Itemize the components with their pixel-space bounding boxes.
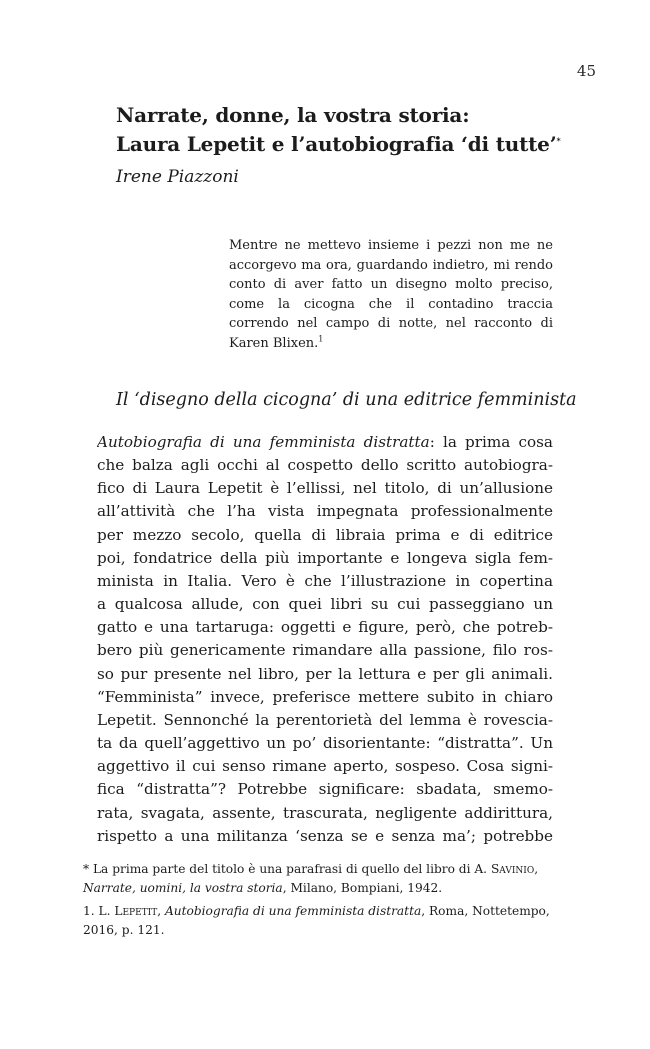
- footnote-1-marker: 1.: [83, 904, 95, 918]
- body-line: aggettivo il cui senso rimane aperto, sospeso. Cosa signi-: [97, 757, 553, 776]
- body-line: rispetto a una militanza ‘senza se e senza ma’; potrebbe: [97, 826, 553, 845]
- body-line: minista in Italia. Vero è che l’illustrazione in copertina: [97, 571, 553, 590]
- footnote-star-author: Savinio: [490, 862, 535, 876]
- footnote-1: [83, 902, 553, 940]
- footnote-star-punct: ,: [534, 862, 539, 876]
- footnote-star-marker: *: [83, 862, 90, 876]
- epigraph-footnote-marker[interactable]: 1: [318, 334, 324, 344]
- chapter-title-block: [116, 101, 586, 188]
- footnote-1-author: Lepetit: [114, 904, 158, 918]
- section-heading: Il ‘disegno della cicogna’ di una editrice femminista: [116, 390, 577, 410]
- body-paragraph: [97, 431, 553, 848]
- footnote-1-initial: L.: [98, 904, 115, 918]
- footnote-star-text: La prima parte del titolo è una parafrasi di quello del libro di A.: [92, 862, 491, 876]
- title-footnote-marker[interactable]: *: [556, 135, 561, 146]
- footnote-star: [83, 860, 553, 898]
- body-line: bero più genericamente rimandare alla passione, filo ros-: [97, 641, 553, 660]
- chapter-title-line-1: Narrate, donne, la vostra storia:: [116, 103, 470, 127]
- footnotes: [83, 860, 553, 944]
- footnote-star-book-title: Narrate, uomini, la vostra storia: [83, 881, 283, 895]
- body-line: Lepetit. Sennonché la perentorietà del lemma è rovescia-: [97, 710, 553, 729]
- body-line: gatto e una tartaruga: oggetti e figure, però, che potreb-: [97, 618, 553, 637]
- chapter-author: Irene Piazzoni: [116, 167, 239, 187]
- body-line: che balza agli occhi al cospetto dello scritto autobiogra-: [97, 456, 553, 475]
- body-line: “Femminista” invece, preferisce mettere subito in chiaro: [97, 687, 553, 706]
- body-line: [97, 431, 553, 454]
- body-line: ta da quell’aggettivo un po’ disorientante: “distratta”. Un: [97, 734, 553, 753]
- body-line: so pur presente nel libro, per la lettura e per gli animali.: [97, 664, 553, 683]
- footnote-star-line-1: [83, 860, 553, 879]
- footnote-1-line-1: [83, 902, 553, 921]
- epigraph-text: Mentre ne mettevo insieme i pezzi non me ne accorgevo ma ora, guardando indietro, mi rendo conto di aver fatto un disegno molto preciso, come la cicogna che il contadino traccia correndo nel campo di notte, nel racconto di Karen Blixen.: [229, 238, 553, 351]
- footnote-1-comma: ,: [157, 904, 165, 918]
- body-line: fico di Laura Lepetit è l’ellissi, nel titolo, di un’allusione: [97, 479, 553, 498]
- footnote-1-line-2: 2016, p. 121.: [83, 923, 165, 937]
- footnote-1-book-title: Autobiografia di una femminista distratta: [164, 904, 422, 918]
- body-line-text: : la prima cosa: [429, 433, 553, 451]
- body-line: fica “distratta”? Potrebbe significare: sbadata, smemo-: [97, 780, 553, 799]
- chapter-title-line-2-text: Laura Lepetit e l’autobiografia ‘di tutte’: [116, 132, 557, 156]
- body-line: poi, fondatrice della più importante e longeva sigla fem-: [97, 548, 553, 567]
- body-line: a qualcosa allude, con quei libri su cui passeggiano un: [97, 595, 553, 614]
- book-title-italic: Autobiografia di una femminista distratta: [97, 433, 430, 451]
- footnote-star-publisher: , Milano, Bompiani, 1942.: [282, 881, 443, 895]
- epigraph: [229, 236, 553, 354]
- page-number: 45: [576, 62, 596, 80]
- footnote-star-line-2: [83, 879, 553, 898]
- body-line: rata, svagata, assente, trascurata, negligente addirittura,: [97, 803, 553, 822]
- body-line: per mezzo secolo, quella di libraia prima e di editrice: [97, 525, 553, 544]
- body-line: all’attività che l’ha vista impegnata professionalmente: [97, 502, 553, 521]
- footnote-1-publisher: , Roma, Nottetempo,: [421, 904, 550, 918]
- chapter-title-line-2: [116, 130, 586, 159]
